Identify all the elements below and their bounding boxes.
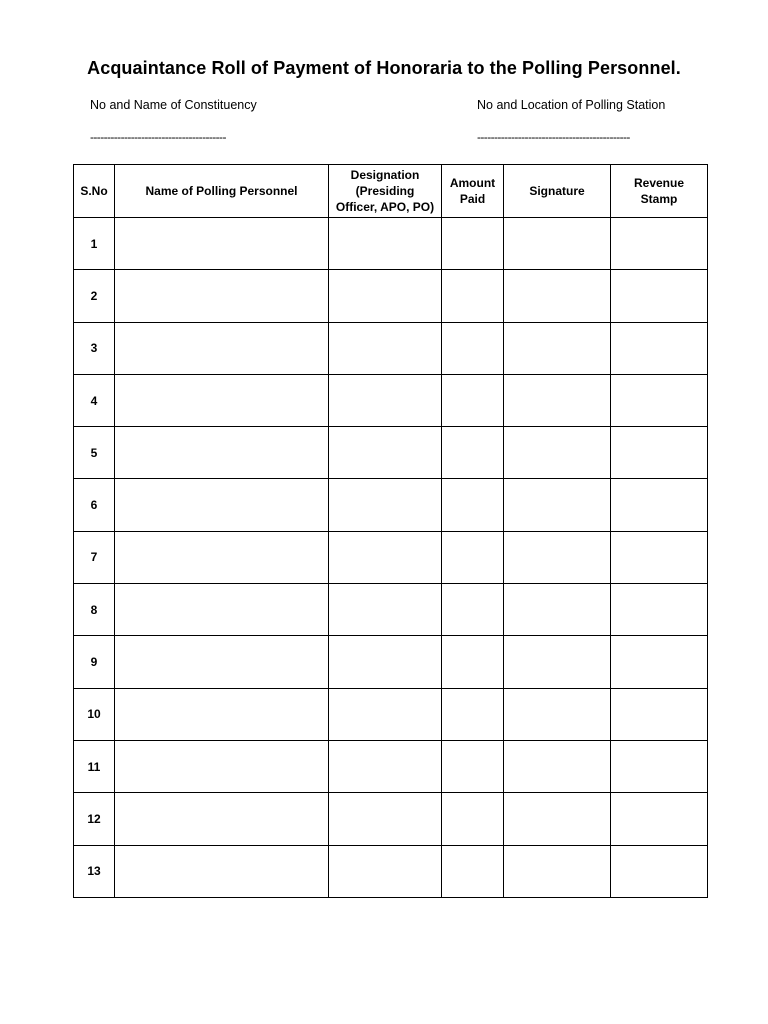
- cell-revenue-stamp: [611, 322, 708, 374]
- cell-amount-paid: [442, 427, 504, 479]
- cell-designation: [329, 793, 442, 845]
- cell-revenue-stamp: [611, 845, 708, 897]
- cell-signature: [504, 270, 611, 322]
- cell-revenue-stamp: [611, 531, 708, 583]
- header-name: Name of Polling Personnel: [115, 165, 329, 218]
- cell-amount-paid: [442, 584, 504, 636]
- cell-amount-paid: [442, 479, 504, 531]
- table-header-row: [74, 165, 708, 218]
- cell-signature: [504, 374, 611, 426]
- acquaintance-roll-table: [73, 164, 708, 898]
- table-row: [74, 531, 708, 583]
- header-designation: [329, 165, 442, 218]
- cell-signature: [504, 845, 611, 897]
- cell-amount-paid: [442, 374, 504, 426]
- cell-amount-paid: [442, 845, 504, 897]
- cell-signature: [504, 531, 611, 583]
- cell-signature: [504, 218, 611, 270]
- header-sno: S.No: [74, 165, 115, 218]
- header-designation-line2: (Presiding: [355, 184, 415, 198]
- cell-designation: [329, 688, 442, 740]
- table-row: [74, 270, 708, 322]
- cell-revenue-stamp: [611, 584, 708, 636]
- cell-revenue-stamp: [611, 793, 708, 845]
- table-row: [74, 845, 708, 897]
- cell-designation: [329, 374, 442, 426]
- cell-signature: [504, 636, 611, 688]
- document-title: Acquaintance Roll of Payment of Honoraria to the Polling Personnel.: [87, 58, 681, 78]
- table-body: [74, 218, 708, 898]
- cell-revenue-stamp: [611, 374, 708, 426]
- cell-designation: [329, 584, 442, 636]
- cell-amount-paid: [442, 793, 504, 845]
- header-stamp-line2: Stamp: [640, 192, 678, 206]
- row-serial-number: 1: [74, 218, 115, 270]
- row-serial-number: 9: [74, 636, 115, 688]
- cell-designation: [329, 845, 442, 897]
- table-row: [74, 479, 708, 531]
- cell-signature: [504, 427, 611, 479]
- cell-signature: [504, 322, 611, 374]
- cell-designation: [329, 427, 442, 479]
- header-designation-line1: Designation: [350, 168, 420, 182]
- row-serial-number: 2: [74, 270, 115, 322]
- cell-amount-paid: [442, 218, 504, 270]
- cell-name: [115, 270, 329, 322]
- cell-revenue-stamp: [611, 740, 708, 792]
- cell-name: [115, 531, 329, 583]
- polling-station-blank-line: ---------------------------------------------: [477, 130, 630, 144]
- table-row: [74, 322, 708, 374]
- header-revenue-stamp: [611, 165, 708, 218]
- polling-station-label: No and Location of Polling Station: [477, 98, 666, 112]
- cell-revenue-stamp: [611, 636, 708, 688]
- cell-signature: [504, 793, 611, 845]
- row-serial-number: 12: [74, 793, 115, 845]
- table-row: [74, 688, 708, 740]
- cell-name: [115, 845, 329, 897]
- cell-designation: [329, 270, 442, 322]
- cell-revenue-stamp: [611, 479, 708, 531]
- cell-designation: [329, 322, 442, 374]
- row-serial-number: 3: [74, 322, 115, 374]
- table-row: [74, 427, 708, 479]
- cell-revenue-stamp: [611, 270, 708, 322]
- table-row: [74, 218, 708, 270]
- header-signature: Signature: [504, 165, 611, 218]
- cell-amount-paid: [442, 688, 504, 740]
- cell-signature: [504, 584, 611, 636]
- table-row: [74, 636, 708, 688]
- table-row: [74, 793, 708, 845]
- cell-amount-paid: [442, 322, 504, 374]
- header-stamp-line1: Revenue: [633, 176, 685, 190]
- row-serial-number: 8: [74, 584, 115, 636]
- table-row: [74, 374, 708, 426]
- table-row: [74, 584, 708, 636]
- cell-amount-paid: [442, 740, 504, 792]
- cell-name: [115, 374, 329, 426]
- cell-amount-paid: [442, 636, 504, 688]
- cell-revenue-stamp: [611, 218, 708, 270]
- cell-name: [115, 688, 329, 740]
- cell-signature: [504, 740, 611, 792]
- cell-signature: [504, 479, 611, 531]
- row-serial-number: 13: [74, 845, 115, 897]
- table-row: [74, 740, 708, 792]
- cell-revenue-stamp: [611, 427, 708, 479]
- header-amount-line1: Amount: [449, 176, 496, 190]
- header-amount-line2: Paid: [459, 192, 486, 206]
- cell-designation: [329, 740, 442, 792]
- row-serial-number: 4: [74, 374, 115, 426]
- cell-amount-paid: [442, 270, 504, 322]
- cell-name: [115, 793, 329, 845]
- cell-name: [115, 322, 329, 374]
- cell-signature: [504, 688, 611, 740]
- cell-name: [115, 636, 329, 688]
- row-serial-number: 5: [74, 427, 115, 479]
- cell-name: [115, 218, 329, 270]
- cell-amount-paid: [442, 531, 504, 583]
- cell-designation: [329, 531, 442, 583]
- row-serial-number: 6: [74, 479, 115, 531]
- cell-revenue-stamp: [611, 688, 708, 740]
- cell-name: [115, 427, 329, 479]
- cell-name: [115, 740, 329, 792]
- constituency-blank-line: ----------------------------------------: [90, 130, 226, 144]
- cell-name: [115, 479, 329, 531]
- row-serial-number: 11: [74, 740, 115, 792]
- cell-designation: [329, 218, 442, 270]
- constituency-label: No and Name of Constituency: [90, 98, 257, 112]
- cell-designation: [329, 636, 442, 688]
- row-serial-number: 7: [74, 531, 115, 583]
- cell-name: [115, 584, 329, 636]
- header-designation-line3: Officer, APO, PO): [335, 200, 435, 214]
- row-serial-number: 10: [74, 688, 115, 740]
- header-amount-paid: [442, 165, 504, 218]
- cell-designation: [329, 479, 442, 531]
